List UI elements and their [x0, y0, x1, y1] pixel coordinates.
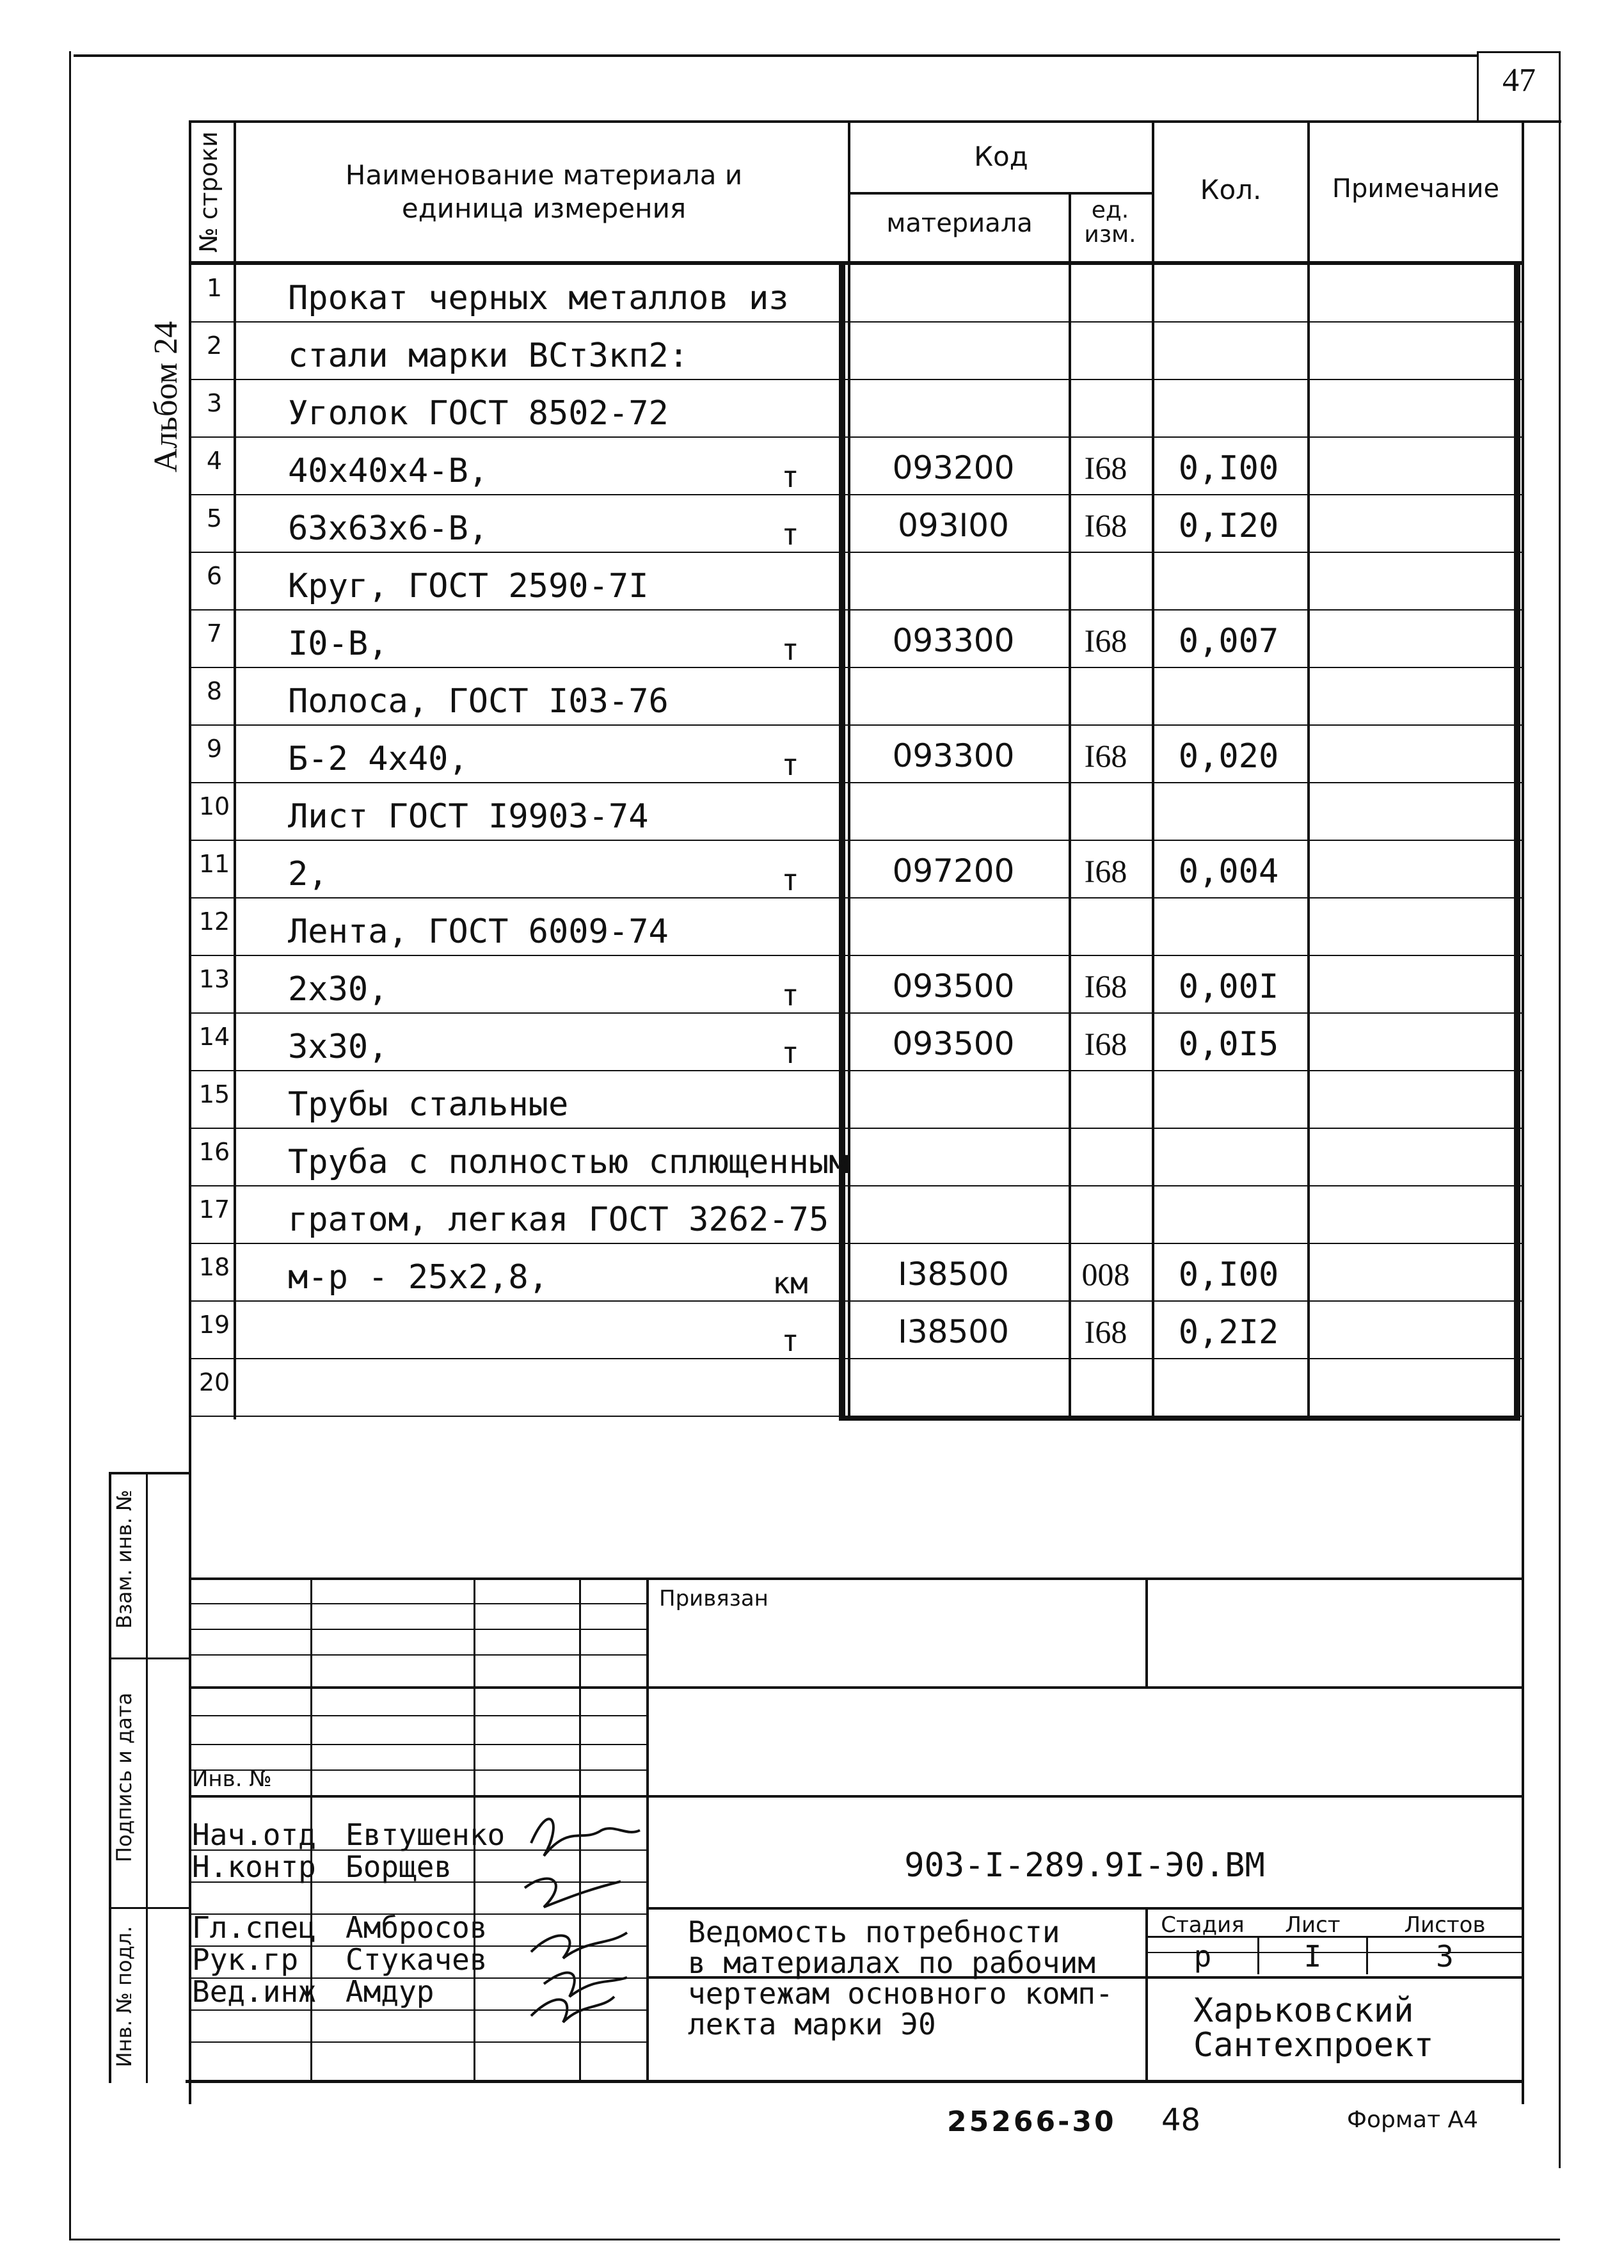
header-material: материала: [886, 209, 1033, 238]
footer-page: 48: [1161, 2102, 1201, 2138]
row-divider: [191, 552, 1522, 553]
row-unit: т: [781, 517, 799, 552]
row-divider: [191, 724, 1522, 726]
row-unit: т: [781, 747, 799, 782]
signatures-image: [474, 1785, 665, 2029]
row-number: 1: [206, 274, 223, 302]
row-divider: [191, 840, 1522, 841]
row-name: Труба с полностью сплющенным: [288, 1143, 849, 1181]
row-material-code: 093I00: [898, 507, 1009, 544]
row-divider: [191, 1243, 1522, 1244]
row-name: Трубы стальные: [288, 1085, 569, 1124]
role-gl-spec: Гл.спец: [192, 1910, 316, 1945]
row-number: 16: [198, 1138, 230, 1166]
row-divider: [191, 1185, 1522, 1186]
row-divider: [191, 436, 1522, 438]
row-unit-code: I68: [1084, 738, 1127, 774]
row-material-code: I38500: [898, 1256, 1009, 1293]
row-qty: 0,00I: [1178, 968, 1279, 1006]
row-unit: т: [781, 1323, 799, 1358]
row-divider: [191, 379, 1522, 380]
sheets-value: 3: [1436, 1939, 1454, 1974]
row-unit-code: I68: [1084, 623, 1127, 659]
name-ambrosov: Амбросов: [346, 1910, 488, 1945]
page-number: 47: [1502, 62, 1536, 99]
row-number: 15: [198, 1080, 230, 1108]
row-number: 17: [198, 1195, 230, 1224]
header-unit: ед. изм.: [1084, 197, 1136, 248]
row-divider: [191, 609, 1522, 611]
row-divider: [191, 667, 1522, 668]
row-name: Б-2 4х40,: [288, 740, 468, 778]
row-name: I0-В,: [288, 625, 388, 663]
row-divider: [191, 1070, 1522, 1071]
podpis-label: Подпись и дата: [112, 1692, 136, 1862]
row-number: 4: [206, 447, 223, 475]
row-qty: 0,2I2: [1178, 1313, 1279, 1352]
doc-title-line-2: в материалах по рабочим: [688, 1945, 1095, 1980]
row-name: 2х30,: [288, 970, 388, 1009]
row-name: м-р - 25х2,8,: [288, 1258, 548, 1297]
row-divider: [191, 1358, 1522, 1359]
row-number: 9: [206, 735, 223, 763]
row-qty: 0,0I5: [1178, 1025, 1279, 1064]
row-unit-code: I68: [1084, 853, 1127, 889]
row-name: Полоса, ГОСТ I03-76: [288, 682, 669, 721]
row-divider: [191, 897, 1522, 898]
stage-value: р: [1193, 1939, 1212, 1974]
row-unit-code: I68: [1084, 507, 1127, 543]
row-number: 7: [206, 619, 223, 648]
row-divider: [191, 321, 1522, 323]
row-number: 13: [198, 965, 230, 993]
role-nach-otd: Нач.отд: [192, 1817, 316, 1852]
role-ruk-gr: Рук.гр: [192, 1942, 299, 1977]
row-number: 19: [198, 1311, 230, 1339]
footer-format: Формат А4: [1347, 2107, 1479, 2133]
row-divider: [191, 1300, 1522, 1302]
stage-label: Стадия: [1161, 1912, 1245, 1938]
row-unit: т: [781, 632, 799, 667]
doc-title: [688, 1917, 1113, 2040]
name-stukachev: Стукачев: [346, 1942, 488, 1977]
row-name: Лента, ГОСТ 6009-74: [288, 913, 669, 951]
organization: [1193, 1993, 1434, 2063]
sheets-label: Листов: [1404, 1912, 1486, 1938]
header-name: Наименование материала и единица измерения: [345, 159, 743, 224]
name-amdur: Амдур: [346, 1974, 434, 2009]
row-divider: [191, 1012, 1522, 1014]
doc-title-line-4: лекта марки Э0: [688, 2007, 936, 2041]
row-unit-code: I68: [1084, 1026, 1127, 1062]
doc-title-line-1: Ведомость потребности: [688, 1915, 1060, 1949]
name-evtushenko: Евтушенко: [346, 1817, 506, 1852]
doc-title-line-3: чертежам основного комп-: [688, 1976, 1113, 2011]
row-name: Уголок ГОСТ 8502-72: [288, 394, 669, 433]
row-qty: 0,I00: [1178, 1256, 1279, 1294]
row-unit: т: [781, 863, 799, 897]
row-unit: т: [781, 459, 799, 494]
row-qty: 0,020: [1178, 737, 1279, 776]
row-qty: 0,004: [1178, 852, 1279, 891]
sheet-value: I: [1303, 1939, 1322, 1974]
row-number: 10: [198, 792, 230, 820]
row-unit-code: 008: [1081, 1256, 1130, 1292]
row-name: 63х63х6-В,: [288, 509, 489, 548]
row-divider: [191, 494, 1522, 495]
row-name: стали марки ВСт3кп2:: [288, 337, 689, 375]
row-material-code: 093300: [892, 737, 1015, 774]
album-label: Альбом 24: [148, 321, 184, 473]
row-number: 12: [198, 907, 230, 936]
row-material-code: 093200: [892, 449, 1015, 486]
row-divider: [191, 1416, 1522, 1417]
sheet-label: Лист: [1285, 1912, 1341, 1938]
designation: 903-I-289.9I-Э0.ВМ: [904, 1846, 1265, 1885]
row-divider: [191, 955, 1522, 956]
row-qty: 0,007: [1178, 622, 1279, 660]
row-unit: т: [781, 978, 799, 1012]
row-name: 3х30,: [288, 1028, 388, 1066]
row-qty: 0,I00: [1178, 449, 1279, 488]
row-number: 5: [206, 504, 223, 532]
row-name: 40х40х4-В,: [288, 452, 489, 490]
row-material-code: 097200: [892, 852, 1015, 890]
header-qty: Кол.: [1200, 174, 1262, 205]
header-row-number: № строки: [195, 131, 223, 253]
row-unit-code: I68: [1084, 1314, 1127, 1350]
row-material-code: 093300: [892, 622, 1015, 659]
org-line-2: Сантехпроект: [1193, 2026, 1434, 2064]
org-line-1: Харьковский: [1193, 1992, 1414, 2030]
row-number: 8: [206, 677, 223, 705]
row-name: Прокат черных металлов из: [288, 279, 789, 317]
row-number: 20: [198, 1368, 230, 1396]
role-ved-inzh: Вед.инж: [192, 1974, 316, 2009]
row-number: 18: [198, 1253, 230, 1281]
header-code: Код: [974, 141, 1028, 172]
name-borshchev: Борщев: [346, 1849, 452, 1884]
row-divider: [191, 782, 1522, 783]
footer-inv-number: 25266-30: [947, 2105, 1117, 2138]
inv-podl-label: Инв. № подл.: [112, 1926, 136, 2068]
row-qty: 0,I20: [1178, 507, 1279, 545]
row-material-code: 093500: [892, 1025, 1015, 1062]
row-number: 14: [198, 1023, 230, 1051]
row-unit: т: [781, 1035, 799, 1070]
row-number: 11: [198, 850, 230, 878]
inv-no-label: Инв. №: [192, 1766, 272, 1792]
row-number: 2: [206, 331, 223, 360]
row-name: Лист ГОСТ I9903-74: [288, 797, 649, 836]
header-note: Примечание: [1332, 174, 1500, 204]
row-number: 6: [206, 562, 223, 590]
row-unit-code: I68: [1084, 450, 1127, 486]
row-unit: км: [772, 1266, 808, 1300]
row-unit-code: I68: [1084, 968, 1127, 1004]
row-divider: [191, 1128, 1522, 1129]
row-name: гратом, легкая ГОСТ 3262-75: [288, 1201, 829, 1239]
row-material-code: 093500: [892, 968, 1015, 1005]
row-name: Круг, ГОСТ 2590-7I: [288, 567, 649, 605]
role-n-kontr: Н.контр: [192, 1849, 316, 1884]
privyazan-label: Привязан: [659, 1586, 768, 1611]
row-name: 2,: [288, 855, 328, 893]
row-material-code: I38500: [898, 1313, 1009, 1350]
row-number: 3: [206, 389, 223, 417]
vzam-inv-label: Взам. инв. №: [112, 1489, 136, 1629]
